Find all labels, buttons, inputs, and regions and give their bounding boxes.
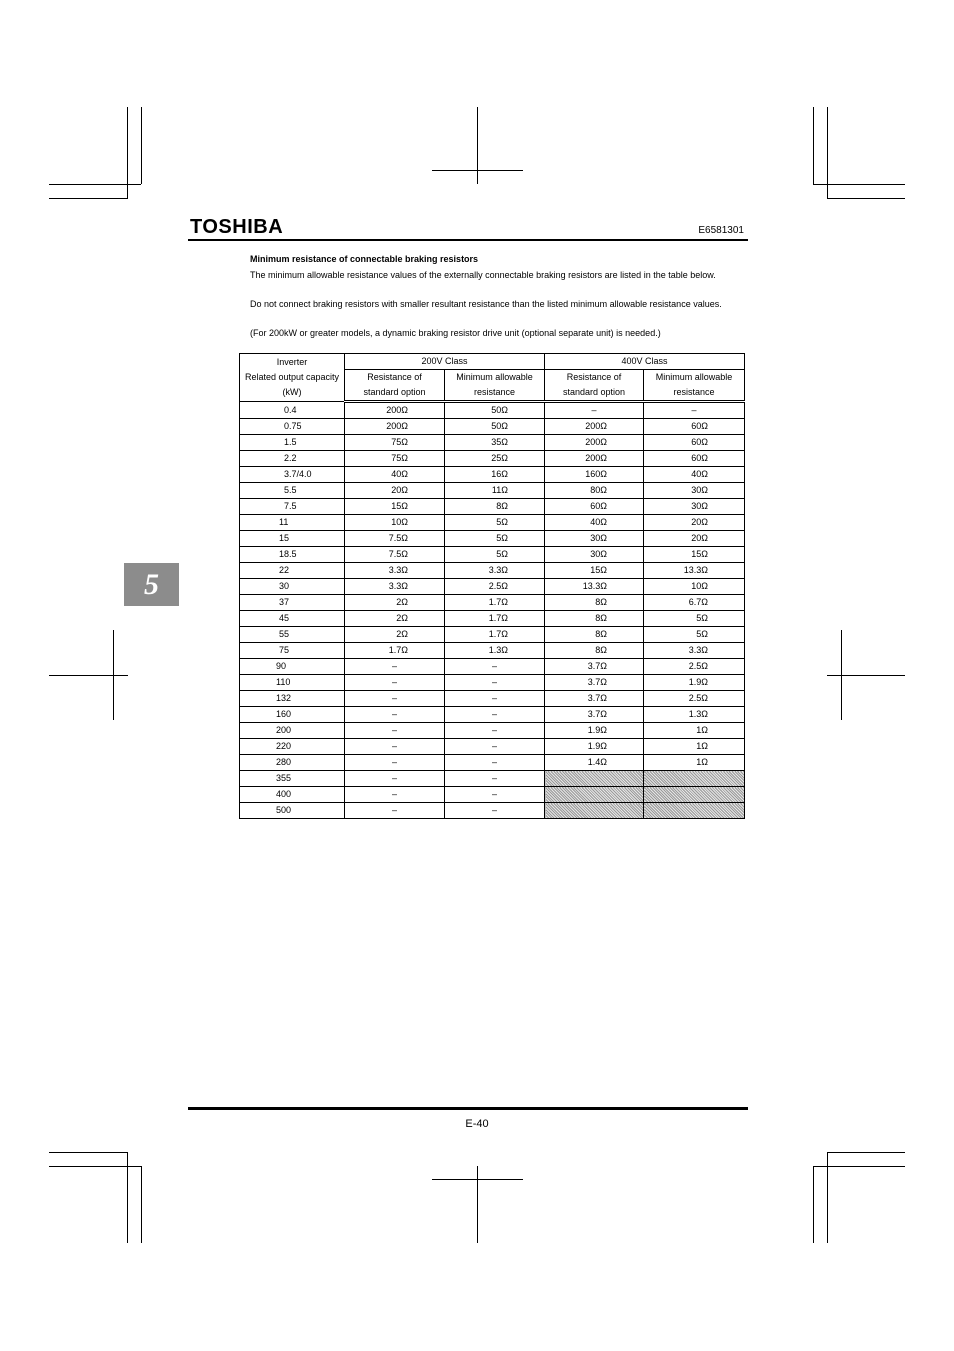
capacity-cell: 45 [240, 611, 345, 627]
std-200v-cell: 7.5Ω [345, 547, 445, 563]
std-200v-cell: 7.5Ω [345, 531, 445, 547]
min-400v-cell: 2.5Ω [644, 659, 745, 675]
std-option-400v-header [545, 370, 644, 402]
hatched-cell [545, 803, 644, 819]
min-200v-cell: – [445, 771, 545, 787]
min-200v-cell: 3.3Ω [445, 563, 545, 579]
std-200v-cell: – [345, 675, 445, 691]
table-body [240, 402, 745, 819]
table-row [240, 659, 745, 675]
capacity-cell: 110 [240, 675, 345, 691]
std-200v-cell: 3.3Ω [345, 579, 445, 595]
min-200v-cell: 5Ω [445, 547, 545, 563]
min-200v-cell: – [445, 659, 545, 675]
hatched-cell [644, 771, 745, 787]
warning-paragraph: Do not connect braking resistors with smaller resultant resistance than the listed minimum allowable resistance values. [250, 299, 722, 309]
hatched-cell [644, 787, 745, 803]
document-number: E6581301 [698, 225, 744, 236]
min-allow-400v-header [644, 370, 745, 402]
std-option-line-2: standard option [562, 387, 626, 397]
table-row [240, 771, 745, 787]
capacity-cell: 0.75 [240, 419, 345, 435]
std-200v-cell: – [345, 739, 445, 755]
min-400v-cell: 1.3Ω [644, 707, 745, 723]
capacity-cell: 200 [240, 723, 345, 739]
min-200v-cell: 50Ω [445, 402, 545, 419]
table-row [240, 402, 745, 419]
min-400v-cell: 13.3Ω [644, 563, 745, 579]
min-400v-cell: 20Ω [644, 515, 745, 531]
table-row [240, 579, 745, 595]
capacity-cell: 75 [240, 643, 345, 659]
min-400v-cell: 15Ω [644, 547, 745, 563]
min-allow-line-2: resistance [473, 387, 516, 397]
min-400v-cell: 1Ω [644, 739, 745, 755]
std-200v-cell: 20Ω [345, 483, 445, 499]
capacity-cell: 11 [240, 515, 345, 531]
table-row [240, 451, 745, 467]
min-200v-cell: – [445, 787, 545, 803]
std-option-line-2: standard option [363, 387, 426, 397]
hatched-cell [545, 787, 644, 803]
std-400v-cell: – [545, 402, 644, 419]
min-400v-cell: 5Ω [644, 611, 745, 627]
page-number: E-40 [465, 1118, 489, 1130]
capacity-cell: 400 [240, 787, 345, 803]
hatched-cell [644, 803, 745, 819]
std-400v-cell: 1.9Ω [545, 723, 644, 739]
min-400v-cell: 60Ω [644, 451, 745, 467]
std-400v-cell: 3.7Ω [545, 691, 644, 707]
table-row [240, 547, 745, 563]
std-200v-cell: 75Ω [345, 435, 445, 451]
std-400v-cell: 30Ω [545, 547, 644, 563]
std-200v-cell: 40Ω [345, 467, 445, 483]
table-row [240, 467, 745, 483]
min-allow-line-1: Minimum allowable [655, 372, 733, 382]
min-400v-cell: 30Ω [644, 483, 745, 499]
min-allow-200v-header [445, 370, 545, 402]
min-200v-cell: 35Ω [445, 435, 545, 451]
footer-rule [188, 1107, 748, 1110]
std-200v-cell: – [345, 755, 445, 771]
std-200v-cell: 1.7Ω [345, 643, 445, 659]
min-200v-cell: 5Ω [445, 515, 545, 531]
std-400v-cell: 13.3Ω [545, 579, 644, 595]
table-row [240, 643, 745, 659]
min-200v-cell: 1.3Ω [445, 643, 545, 659]
std-200v-cell: – [345, 787, 445, 803]
capacity-cell: 160 [240, 707, 345, 723]
table-row [240, 707, 745, 723]
min-400v-cell: 3.3Ω [644, 643, 745, 659]
capacity-cell: 2.2 [240, 451, 345, 467]
min-400v-cell: 10Ω [644, 579, 745, 595]
std-200v-cell: – [345, 691, 445, 707]
class-200v-header: 200V Class [345, 354, 545, 370]
capacity-header [240, 354, 345, 402]
std-option-line-1: Resistance of [367, 372, 422, 382]
capacity-cell: 220 [240, 739, 345, 755]
std-400v-cell: 1.9Ω [545, 739, 644, 755]
std-200v-cell: – [345, 659, 445, 675]
std-200v-cell: 3.3Ω [345, 563, 445, 579]
capacity-cell: 500 [240, 803, 345, 819]
capacity-cell: 280 [240, 755, 345, 771]
min-400v-cell: 40Ω [644, 467, 745, 483]
capacity-header-line-3: (kW) [282, 387, 302, 397]
min-400v-cell: 2.5Ω [644, 691, 745, 707]
table-row [240, 419, 745, 435]
min-allow-line-2: resistance [673, 387, 715, 397]
min-400v-cell: – [644, 402, 745, 419]
section-heading: Minimum resistance of connectable braking resistors [250, 254, 479, 264]
table-row [240, 691, 745, 707]
std-400v-cell: 8Ω [545, 643, 644, 659]
min-400v-cell: 6.7Ω [644, 595, 745, 611]
capacity-cell: 30 [240, 579, 345, 595]
std-200v-cell: – [345, 771, 445, 787]
table-row [240, 531, 745, 547]
std-option-line-1: Resistance of [566, 372, 622, 382]
table-row [240, 595, 745, 611]
capacity-cell: 90 [240, 659, 345, 675]
min-200v-cell: 16Ω [445, 467, 545, 483]
capacity-header-line-1: Inverter [276, 357, 308, 367]
capacity-header-line-2: Related output capacity [244, 372, 340, 382]
std-option-200v-header [345, 370, 445, 402]
capacity-cell: 7.5 [240, 499, 345, 515]
capacity-cell: 3.7/4.0 [240, 467, 345, 483]
min-400v-cell: 1Ω [644, 755, 745, 771]
std-400v-cell: 8Ω [545, 595, 644, 611]
resistance-table [239, 353, 745, 819]
table-row [240, 723, 745, 739]
std-200v-cell: – [345, 803, 445, 819]
std-400v-cell: 15Ω [545, 563, 644, 579]
table-row [240, 611, 745, 627]
std-200v-cell: – [345, 723, 445, 739]
std-400v-cell: 200Ω [545, 419, 644, 435]
min-allow-line-1: Minimum allowable [456, 372, 533, 382]
std-200v-cell: 200Ω [345, 419, 445, 435]
table-row [240, 515, 745, 531]
intro-paragraph: The minimum allowable resistance values of the externally connectable braking resistors are listed in the table below. [250, 270, 716, 280]
brand-logo: TOSHIBA [190, 216, 284, 238]
std-200v-cell: 2Ω [345, 627, 445, 643]
min-200v-cell: 11Ω [445, 483, 545, 499]
table-row [240, 787, 745, 803]
table-row [240, 563, 745, 579]
min-200v-cell: – [445, 675, 545, 691]
capacity-cell: 0.4 [240, 402, 345, 419]
min-200v-cell: 25Ω [445, 451, 545, 467]
std-400v-cell: 160Ω [545, 467, 644, 483]
min-200v-cell: – [445, 803, 545, 819]
min-200v-cell: 1.7Ω [445, 611, 545, 627]
table-row [240, 755, 745, 771]
min-400v-cell: 1.9Ω [644, 675, 745, 691]
min-400v-cell: 1Ω [644, 723, 745, 739]
min-400v-cell: 30Ω [644, 499, 745, 515]
std-200v-cell: 200Ω [345, 402, 445, 419]
std-400v-cell: 8Ω [545, 611, 644, 627]
capacity-cell: 37 [240, 595, 345, 611]
table-row [240, 739, 745, 755]
min-400v-cell: 60Ω [644, 435, 745, 451]
header-rule [188, 239, 748, 241]
std-400v-cell: 3.7Ω [545, 707, 644, 723]
hatched-cell [545, 771, 644, 787]
std-400v-cell: 200Ω [545, 435, 644, 451]
min-200v-cell: – [445, 739, 545, 755]
std-200v-cell: 2Ω [345, 611, 445, 627]
table-row [240, 627, 745, 643]
note-paragraph: (For 200kW or greater models, a dynamic braking resistor drive unit (optional separate unit) is needed.) [250, 328, 661, 338]
min-200v-cell: – [445, 691, 545, 707]
table-row [240, 803, 745, 819]
min-200v-cell: 8Ω [445, 499, 545, 515]
std-400v-cell: 40Ω [545, 515, 644, 531]
capacity-cell: 1.5 [240, 435, 345, 451]
min-200v-cell: 50Ω [445, 419, 545, 435]
capacity-cell: 15 [240, 531, 345, 547]
class-400v-header: 400V Class [545, 354, 745, 370]
min-200v-cell: – [445, 707, 545, 723]
std-200v-cell: 75Ω [345, 451, 445, 467]
std-400v-cell: 30Ω [545, 531, 644, 547]
capacity-cell: 5.5 [240, 483, 345, 499]
std-400v-cell: 200Ω [545, 451, 644, 467]
capacity-cell: 18.5 [240, 547, 345, 563]
std-200v-cell: 15Ω [345, 499, 445, 515]
std-400v-cell: 80Ω [545, 483, 644, 499]
table-row [240, 483, 745, 499]
std-400v-cell: 60Ω [545, 499, 644, 515]
min-200v-cell: 2.5Ω [445, 579, 545, 595]
chapter-tab: 5 [124, 563, 179, 606]
min-200v-cell: 1.7Ω [445, 595, 545, 611]
std-200v-cell: – [345, 707, 445, 723]
min-200v-cell: 5Ω [445, 531, 545, 547]
std-400v-cell: 8Ω [545, 627, 644, 643]
capacity-cell: 55 [240, 627, 345, 643]
std-200v-cell: 2Ω [345, 595, 445, 611]
table-row [240, 499, 745, 515]
min-400v-cell: 60Ω [644, 419, 745, 435]
table-row [240, 435, 745, 451]
std-400v-cell: 3.7Ω [545, 659, 644, 675]
std-200v-cell: 10Ω [345, 515, 445, 531]
std-400v-cell: 1.4Ω [545, 755, 644, 771]
min-400v-cell: 20Ω [644, 531, 745, 547]
table-row [240, 675, 745, 691]
min-200v-cell: – [445, 723, 545, 739]
min-200v-cell: 1.7Ω [445, 627, 545, 643]
capacity-cell: 22 [240, 563, 345, 579]
capacity-cell: 355 [240, 771, 345, 787]
std-400v-cell: 3.7Ω [545, 675, 644, 691]
min-200v-cell: – [445, 755, 545, 771]
capacity-cell: 132 [240, 691, 345, 707]
min-400v-cell: 5Ω [644, 627, 745, 643]
